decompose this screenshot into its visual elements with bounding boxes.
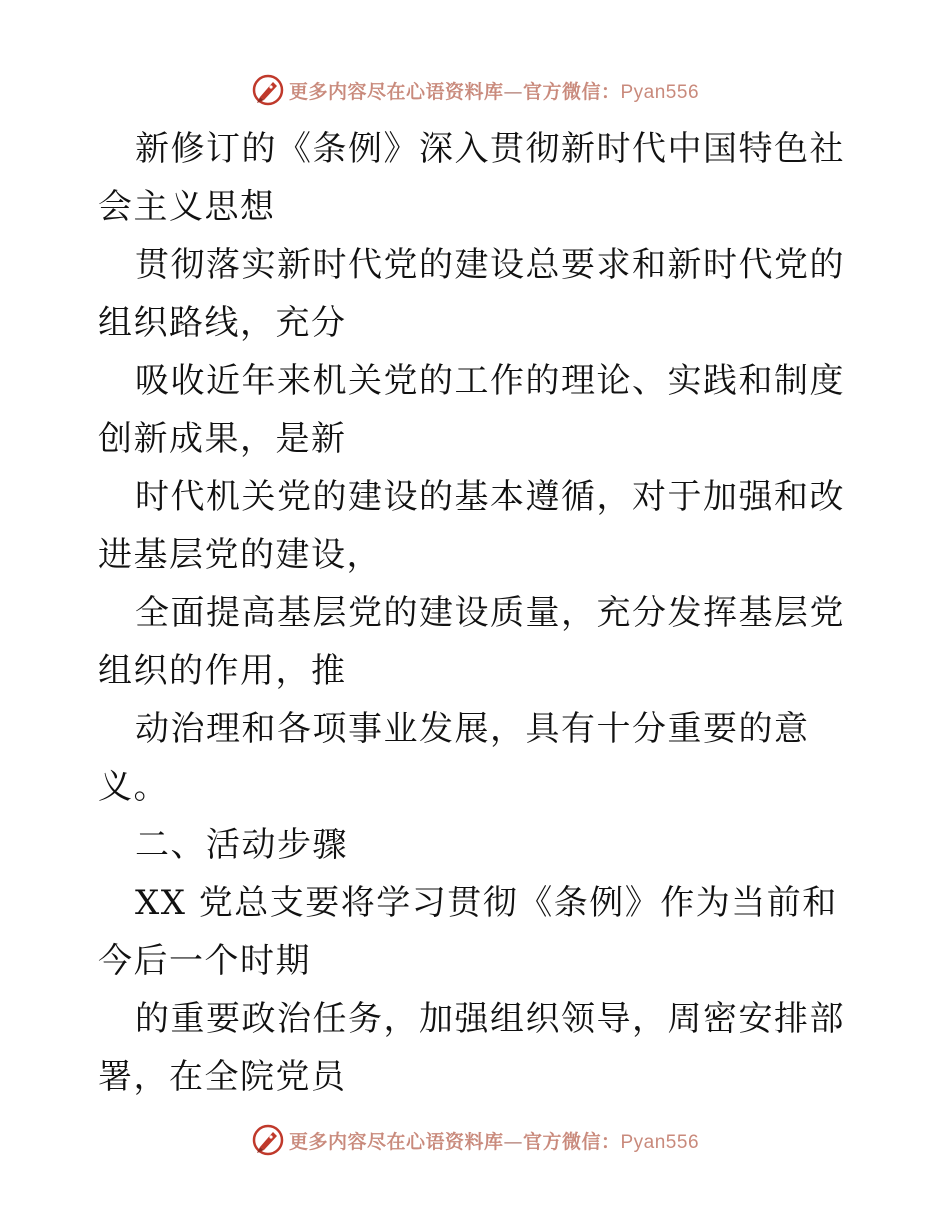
- watermark-main: 更多内容尽在心语资料库: [288, 1130, 504, 1153]
- paragraph: 吸收近年来机关党的工作的理论、实践和制度创新成果，是新: [98, 361, 845, 459]
- paragraph: 的重要政治任务，加强组织领导，周密安排部署，在全院党员: [98, 999, 845, 1097]
- watermark-official: 官方微信：: [522, 1130, 621, 1153]
- watermark-account: Pyan556: [620, 1131, 700, 1153]
- paragraph: 时代机关党的建设的基本遵循，对于加强和改进基层党的建设，: [98, 477, 845, 575]
- paragraph: 新修订的《条例》深入贯彻新时代中国特色社会主义思想: [98, 129, 845, 227]
- paragraph: 贯彻落实新时代党的建设总要求和新时代党的组织路线，充分: [98, 245, 845, 343]
- footer-watermark-banner: [0, 1120, 950, 1160]
- watermark-text: [289, 1127, 699, 1154]
- watermark-account: Pyan556: [620, 81, 700, 103]
- pen-nib-logo-icon: [251, 73, 285, 107]
- pen-nib-logo-icon: [251, 1123, 285, 1157]
- watermark-dash: —: [503, 80, 523, 103]
- watermark-dash: —: [503, 1130, 523, 1153]
- watermark-official: 官方微信：: [522, 80, 621, 103]
- header-watermark-banner: [0, 70, 950, 110]
- section-heading: 二、活动步骤: [135, 825, 348, 865]
- paragraph: 动治理和各项事业发展，具有十分重要的意义。: [98, 709, 810, 807]
- watermark-text: [289, 77, 699, 104]
- document-body: [98, 120, 858, 1106]
- paragraph: XX 党总支要将学习贯彻《条例》作为当前和今后一个时期: [98, 883, 838, 981]
- paragraph: 全面提高基层党的建设质量，充分发挥基层党组织的作用，推: [98, 593, 845, 691]
- watermark-main: 更多内容尽在心语资料库: [288, 80, 504, 103]
